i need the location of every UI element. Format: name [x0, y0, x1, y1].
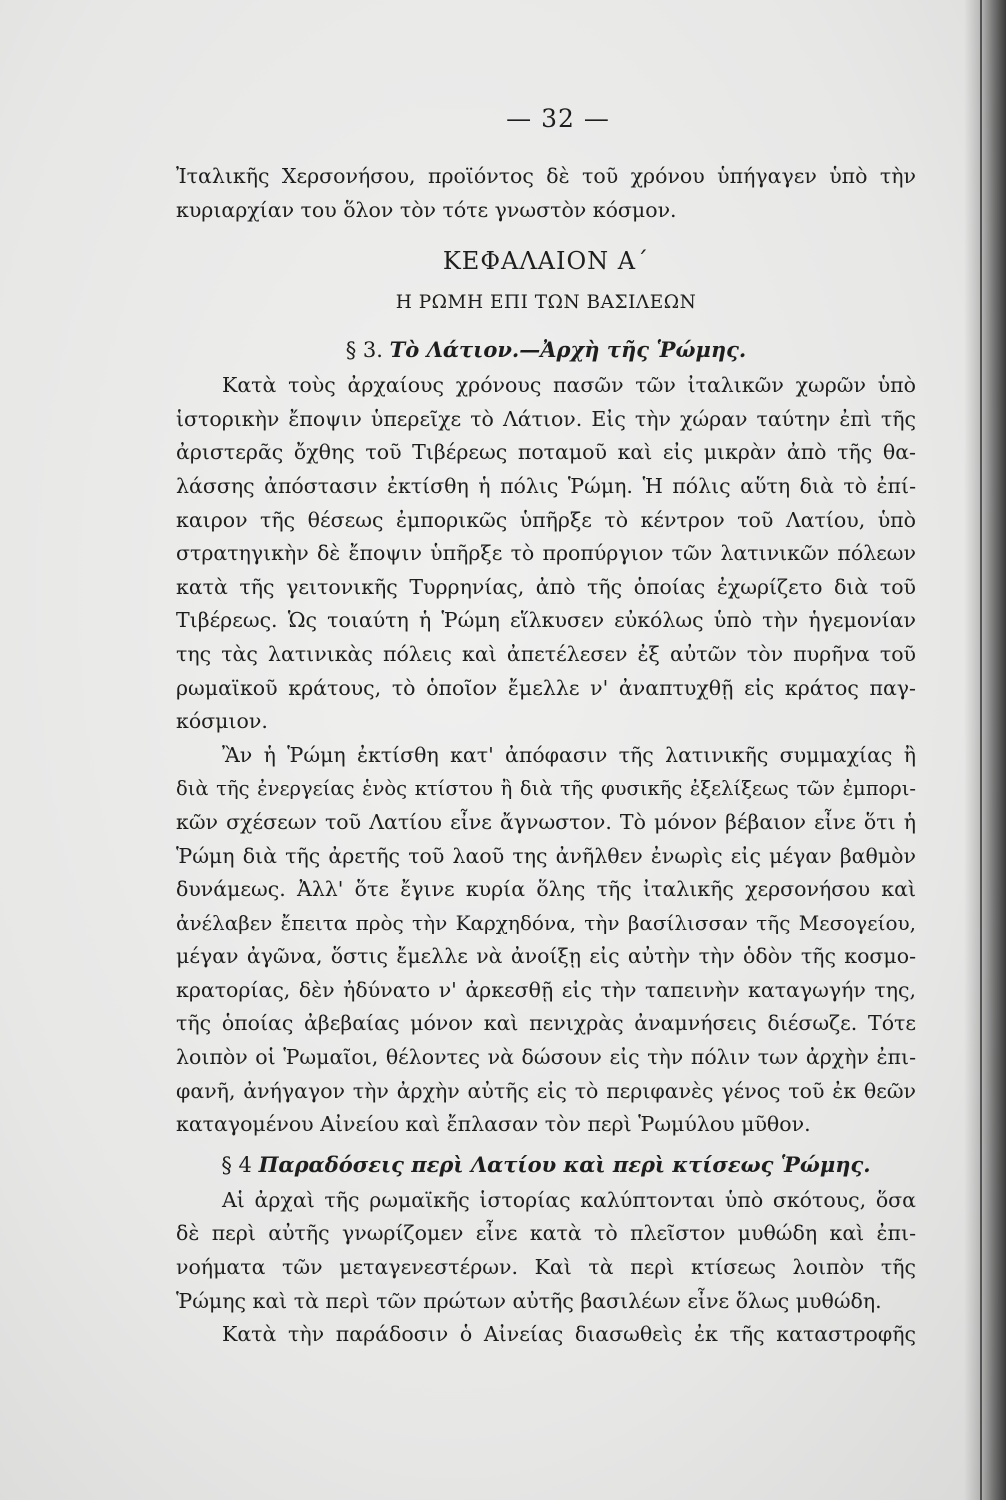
- text-line: φανῆ, ἀνήγαγον τὴν ἀρχὴν αὐτῆς εἰς τὸ περιφανὲς γένος τοῦ ἐκ θεῶν: [176, 1078, 916, 1103]
- text-line: τῆς ὁποίας ἀβεβαίας μόνον καὶ πενιχρὰς ἀναμνήσεις διέσωζε. Τότε: [176, 1011, 916, 1036]
- paragraph-4: [176, 1318, 916, 1352]
- text-line: ἀνέλαβεν ἔπειτα πρὸς τὴν Καρχηδόνα, τὴν βασίλισσαν τῆς Μεσογείου,: [176, 910, 916, 935]
- page-number: — 32 —: [506, 104, 610, 133]
- chapter-title: ΚΕΦΑΛΑΙΟΝ Α΄: [442, 247, 650, 276]
- text-line: Αἱ ἀρχαὶ τῆς ρωμαϊκῆς ἱστορίας καλύπτονται ὑπὸ σκότους, ὅσα: [222, 1187, 916, 1212]
- paragraph-2: [176, 739, 916, 1142]
- text-line: καιρον τῆς θέσεως ἐμπορικῶς ὑπῆρξε τὸ κέντρον τοῦ Λατίου, ὑπὸ: [176, 507, 916, 532]
- paragraph-1: [176, 369, 916, 739]
- text-line: διὰ τῆς ἐνεργείας ἑνὸς κτίστου ἢ διὰ τῆς φυσικῆς ἐξελίξεως τῶν ἐμπορι-: [176, 777, 916, 801]
- text-line: καταγομένου Αἰνείου καὶ ἔπλασαν τὸν περὶ Ῥωμύλου μῦθον.: [176, 1112, 811, 1137]
- text-line: στρατηγικὴν δὲ ἔποψιν ὑπῆρξε τὸ προπύργιον τῶν λατινικῶν πόλεων: [176, 541, 916, 566]
- text-line: Κατὰ τὴν παράδοσιν ὁ Αἰνείας διασωθεὶς ἐκ τῆς καταστροφῆς: [222, 1322, 916, 1347]
- section-number: § 4: [221, 1152, 252, 1177]
- text-line: ἀριστερᾶς ὄχθης τοῦ Τιβέρεως ποταμοῦ καὶ εἰς μικρὰν ἀπὸ τῆς θα-: [176, 440, 916, 465]
- chapter-subtitle: Η ΡΩΜΗ ΕΠΙ ΤΩΝ ΒΑΣΙΛΕΩΝ: [395, 292, 697, 314]
- text-line: λάσσης ἀπόστασιν ἐκτίσθη ἡ πόλις Ῥώμη. Ἡ πόλις αὕτη διὰ τὸ ἐπί-: [176, 473, 916, 498]
- text-line: Ῥώμη διὰ τῆς ἀρετῆς τοῦ λαοῦ της ἀνῆλθεν ἐνωρὶς εἰς μέγαν βαθμὸν: [176, 843, 916, 868]
- text-line: κυριαρχίαν του ὅλον τὸν τότε γνωστὸν κόσμον.: [176, 197, 677, 222]
- text-line: ρωμαϊκοῦ κράτους, τὸ ὁποῖον ἔμελλε ν' ἀναπτυχθῇ εἰς κράτος παγ-: [176, 675, 916, 700]
- text-line: Ἂν ἡ Ῥώμη ἐκτίσθη κατ' ἀπόφασιν τῆς λατινικῆς συμμαχίας ἢ: [222, 742, 916, 767]
- page-binding-edge: [980, 0, 982, 1500]
- page-binding-shadow: [964, 0, 1006, 1500]
- page-text: [176, 160, 916, 1352]
- text-line: ἱστορικὴν ἔποψιν ὑπερεῖχε τὸ Λάτιον. Εἰς τὴν χώραν ταύτην ἐπὶ τῆς: [176, 406, 916, 431]
- text-line: δυνάμεως. Ἀλλ' ὅτε ἔγινε κυρία ὅλης τῆς ἰταλικῆς χερσονήσου καὶ: [176, 877, 916, 902]
- text-line: Κατὰ τοὺς ἀρχαίους χρόνους πασῶν τῶν ἰταλικῶν χωρῶν ὑπὸ: [222, 373, 916, 398]
- intro-paragraph: [176, 160, 916, 227]
- text-line: Τιβέρεως. Ὡς τοιαύτη ἡ Ῥώμη εἵλκυσεν εὐκόλως ὑπὸ τὴν ἡγεμονίαν: [176, 608, 916, 633]
- section-number: § 3.: [345, 338, 383, 363]
- text-line: Ῥώμης καὶ τὰ περὶ τῶν πρώτων αὐτῆς βασιλέων εἶνε ὅλως μυθώδη.: [176, 1288, 882, 1313]
- section-3-heading: [176, 327, 916, 369]
- section-4-heading: [176, 1142, 916, 1184]
- section-title: Τὸ Λάτιον.—Ἀρχὴ τῆς Ῥώμης.: [389, 337, 747, 363]
- text-line: μέγαν ἀγῶνα, ὅστις ἔμελλε νὰ ἀνοίξῃ εἰς αὐτὴν τὴν ὁδὸν τῆς κοσμο-: [176, 944, 916, 969]
- section-title: Παραδόσεις περὶ Λατίου καὶ περὶ κτίσεως Ῥώμης.: [258, 1151, 871, 1177]
- text-line: κατὰ τῆς γειτονικῆς Τυρρηνίας, ἀπὸ τῆς ὁποίας ἐχωρίζετο διὰ τοῦ: [176, 574, 916, 599]
- text-line: κρατορίας, δὲν ἠδύνατο ν' ἀρκεσθῇ εἰς τὴν ταπεινὴν καταγωγήν της,: [176, 977, 916, 1002]
- text-line: λοιπὸν οἱ Ῥωμαῖοι, θέλοντες νὰ δώσουν εἰς τὴν πόλιν των ἀρχὴν ἐπι-: [176, 1045, 916, 1070]
- text-line: δὲ περὶ αὐτῆς γνωρίζομεν εἶνε κατὰ τὸ πλεῖστον μυθώδη καὶ ἐπι-: [176, 1221, 916, 1246]
- text-line: της τὰς λατινικὰς πόλεις καὶ ἀπετέλεσεν ἐξ αὐτῶν τὸν πυρῆνα τοῦ: [176, 641, 916, 666]
- text-line: Ἰταλικῆς Χερσονήσου, προϊόντος δὲ τοῦ χρόνου ὑπήγαγεν ὑπὸ τὴν: [176, 164, 916, 188]
- text-line: νοήματα τῶν μεταγενεστέρων. Καὶ τὰ περὶ κτίσεως λοιπὸν τῆς: [176, 1255, 916, 1280]
- paragraph-3: [176, 1184, 916, 1318]
- text-line: κόσμιον.: [176, 709, 268, 734]
- text-line: κῶν σχέσεων τοῦ Λατίου εἶνε ἄγνωστον. Τὸ μόνον βέβαιον εἶνε ὅτι ἡ: [176, 809, 916, 834]
